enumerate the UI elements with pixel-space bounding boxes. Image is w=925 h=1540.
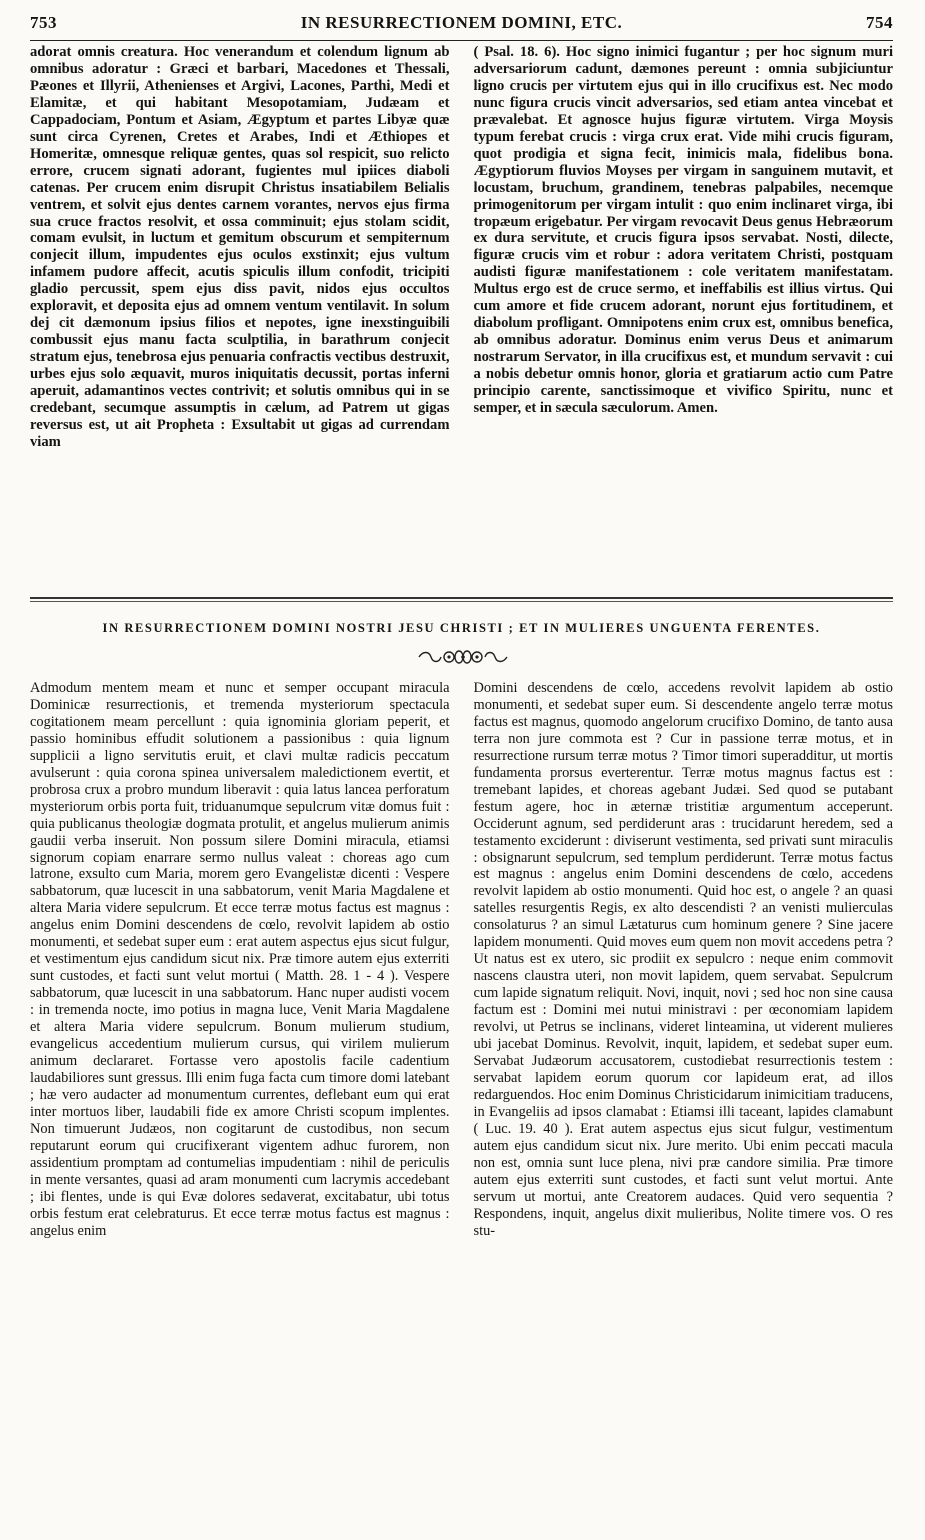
page-number-left: 753 [30, 13, 57, 32]
bottom-right-column [474, 680, 894, 1530]
page-number-right: 754 [865, 13, 893, 32]
header-rule [30, 40, 893, 41]
scroll-ornament-icon [415, 648, 511, 666]
bottom-right-paragraph: Domini descendens de cœlo, accedens revolvit lapidem ab ostio monumenti, et sedebat super eum. Si descendente angelo terræ motus factus est magnus, quomodo angelorum crucifixo Domino, de tanto ausa terra non jure commota est ? Cur in passione terræ motus, et in resurrectione rursum terræ motus ? Timor timori superadditur, ut mortis fundamenta prorsus everterentur. Terræ motus magnus factus est : tremebant lapides, et choreas agebant Judæi. Sed quod se putabant festum agere, hoc in æternæ tristitiæ argumentum acceperunt. Occiderunt agnum, sed perdiderunt aras : trucidarunt heredem, sed a testamento exciderunt : diviserunt vestimenta, sed privati sunt miraculis : obsignarunt sepulcrum, sed templum perdiderunt. Terræ motus factus est magnus : angelus enim Domini descendens de cœlo, accedens revolvit lapidem ab ostio monumenti. Quid hoc est, o angele ? an quasi satelles resurgentis Regis, ex alto descendisti ? an venisti mulierculas consolaturus ? an simul Lætaturus cum hominum genere ? Sine jacere lapidem monumenti. Quid moves eum quem non movit accedens petra ? Ut natus est ex utero, sic prodiit ex sepulcro : neque enim commovit nascens claustra uteri, non movit lapidem, quem servabat. Sepulcrum cum lapide signatum reliquit. Novi, inquit, novi ; sed hoc non sine causa factum est : Domini mei nutui ministravi : per œconomiam lapidem revolvi, ut Petrus se inclinans, videret linteamina, ut viderent mulieres ubi jacebat Dominus. Revolvit, inquit, lapidem, et sedebat super eum. Servabat Judæorum accusatorem, custodiebat resurrectionis testem : servabat lapidem eorum quorum cor lapideum erat, ad illos redarguendos. Hoc enim Dominus Christicidarum inimicitiam traducens, in Evangeliis ad ipsos clamabat : Etiamsi illi taceant, lapides clamabunt ( Luc. 19. 40 ). Erat autem aspectus ejus sicut fulgur, vestimentum autem ejus candidum sicut nix. Jure merito. Ubi enim peccati macula non est, omnia sunt luce plena, nivi præ candore similia. Præ timore autem ejus exterriti sunt custodes, et facti sunt velut mortui. Ante servum ut mortui, ante Creatorem audaces. Quid vero sequentia ? Respondens, inquit, angelus dixit mulieribus, Nolite timere vos. O res stu- [473, 680, 893, 1239]
running-title: IN RESURRECTIONEM DOMINI, ETC. [300, 13, 623, 32]
top-right-paragraph: ( Psal. 18. 6). Hoc signo inimici fugantur ; per hoc signum muri adversariorum cadunt, dæmones pereunt : omnia subjiciuntur ligno crucis per virtutem ejus qui in illo crucifixus est. Nec modo nunc figura crucis vincit adversarios, sed etiam antea vincebat et prævalebat. Et agnosce hujus figuræ virtutem. Virga Moysis typum ferebat crucis : virga crux erat. Vide mihi crucis figuram, quot prodigia et signa fecit, inimicis mala, fidelibus bona. Ægyptiorum fluvios Moyses per virgam in sanguinem mutavit, et locustam, bruchum, grandinem, tenebras palpabiles, necemque primogenitorum per virgam intulit : quo enim inclinaret virga, ibi tropæum erigebatur. Per virgam revocavit Deus genus Hebræorum ex dura servitute, et crucis figura ipsos servabat. Nosti, dilecte, figuræ crucis vim et robur : adora veritatem Christi, postquam audisti figuræ manifestationem : cole veritatem manifestatam. Multus ergo est de cruce sermo, et ineffabilis est illius virtus. Qui cum amore et fide crucem adorant, norunt ejus fortitudinem, et diabolum profligant. Omnipotens enim crux est, omnibus benefica, ab omnibus adoratur. Dominus enim verus Deus et animarum nostrarum Servator, in illa crucifixus est, et mundum servavit : cui a nobis debetur omnis honor, gloria et gratiarum actio cum Patre principio carente, sanctissimoque et vivifico Spiritu, nunc et semper, et in sæcula sæculorum. Amen. [473, 44, 893, 417]
section-title: IN RESURRECTIONEM DOMINI NOSTRI JESU CHRISTI ; ET IN MULIERES UNGUENTA FERENTES. [102, 621, 821, 635]
top-left-paragraph: adorat omnis creatura. Hoc venerandum et colendum lignum ab omnibus adoratur : Græci et barbari, Macedones et Thessali, Pæones et Illyrii, Athenienses et Argivi, Lacones, Parthi, Medi et Elamitæ, et qui habitant Mesopotamiam, Judæam et Cappadociam, Pontum et Asiam, Ægyptum et partes Libyæ quæ sunt circa Cyrenen, Cretes et Arabes, Indi et Æthiopes et Homeritæ, omnesque reliquæ gentes, quas sol respicit, suo relicto errore, crucem signati adorant, fugientes mul ipiices diaboli catenas. Per crucem enim disrupit Christus insatiabilem Belialis ventrem, et solvit ejus dentes carnem vorantes, nervos ejus firma sua cruce fractos resolvit, et ossa comminuit; ejus stolam scidit, comam evulsit, in luctum et gemitum obscurum et sempiternum conjecit illum, impudentes ejus oculos exstinxit; ejus vultum infamem pudore affecit, acutis spiculis illum confodit, tricipiti gladio percussit, spem ejus diss pavit, nidos ejus occultos exploravit, et deposita ejus ad omnem ventum ventilavit. In solum dej cit dæmonum ipsius filios et nepotes, igne inexstinguibili combussit ejus manu facta sculptilia, in barathrum conjecit stratum ejus, tenebrosa ejus penuaria confractis vectibus destruxit, urbes ejus solo æquavit, muros iniquitatis decussit, portas inferni aperuit, adamantinos vectes contrivit; et solutis omnibus qui in se credebant, secumque assumptis in cælum, ad Patrem ut gigas reversus est, ut ait Propheta : Exsultabit ut gigas ad currendam viam [30, 44, 450, 450]
bottom-left-paragraph: Admodum mentem meam et nunc et semper occupant miracula Dominicæ resurrectionis, et tremenda mysteriorum spectacula cogitationem meam percellunt : quia ignominia gloriam peperit, et passio hominibus effudit solutionem a passionibus : quia lignum supplicii a ligno servitutis eruit, et clavi multæ radicis peccatum avulserunt : quia corona spinea universalem maledictionem evertit, et probrosa crux a probro mundum liberavit : quia latus lancea perforatum mysteriorum orbis porta fuit, triduanumque sepulcrum vitæ domus fuit : quia publicanus theologiæ dogmata protulit, et angelus mulierum animis gaudii verba inseruit. Non possum silere Domini miracula, etiamsi signorum copiam enarrare sermo nullus valeat : choreas ago cum latrone, exsulto cum Maria, morem gero Evangelistæ dicenti : Vespere sabbatorum, quæ lucescit in una sabbatorum, venit Maria Magdalene et altera Maria videre sepulcrum. Et ecce terræ motus factus est magnus : angelus enim Domini descendens de cœlo, revolvit lapidem ab ostio monumenti, et sedebat super eum : erat autem aspectus ejus sicut fulgur, et vestimentum ejus candidum sicut nix. Præ timore autem ejus exterriti sunt custodes, et facti sunt velut mortui ( Matth. 28. 1 - 4 ). Vespere sabbatorum, quæ lucescit in una sabbatorum. Hanc nuper audisti vocem : in tremenda nocte, imo potius in magna luce, Venit Maria Magdalene et altera Maria videre sepulcrum. Bonum mulierum studium, evangelicus accedentium mulierum cursus, qui virilem mulierum animum declararet. Fortasse vero apostolis facile cadentium laudabiliores sunt gressus. Illi enim fuga facta cum timore domi latebant ; hæ vero audacter ad monumentum currentes, deflebant eum qui erat inter mortuos liber, laudabili fide ex amore Christi scopum implentes. Non timuerunt Judæos, non cogitarunt de custodibus, non secum reputarunt eorum qui crucifixerant vigentem adhuc furorem, non assidentium promptam ad contumelias impudentiam : nihil de periculis in mente versantes, quasi ad aram monumenti cum lacrymis accedebant ; ibi flentes, unde is qui Evæ dolores sedaverat, excitabatur, ubi totus orbis festum erat celebraturus. Et ecce terræ motus factus est magnus : angelus enim [30, 680, 450, 1239]
section-divider-thin [30, 601, 893, 602]
top-left-column [30, 44, 450, 592]
section-divider-thick [30, 597, 893, 599]
running-head [30, 8, 893, 38]
bottom-left-column [30, 680, 450, 1530]
bottom-text-columns [30, 680, 893, 1530]
top-text-columns [30, 44, 893, 592]
top-right-column [474, 44, 894, 592]
